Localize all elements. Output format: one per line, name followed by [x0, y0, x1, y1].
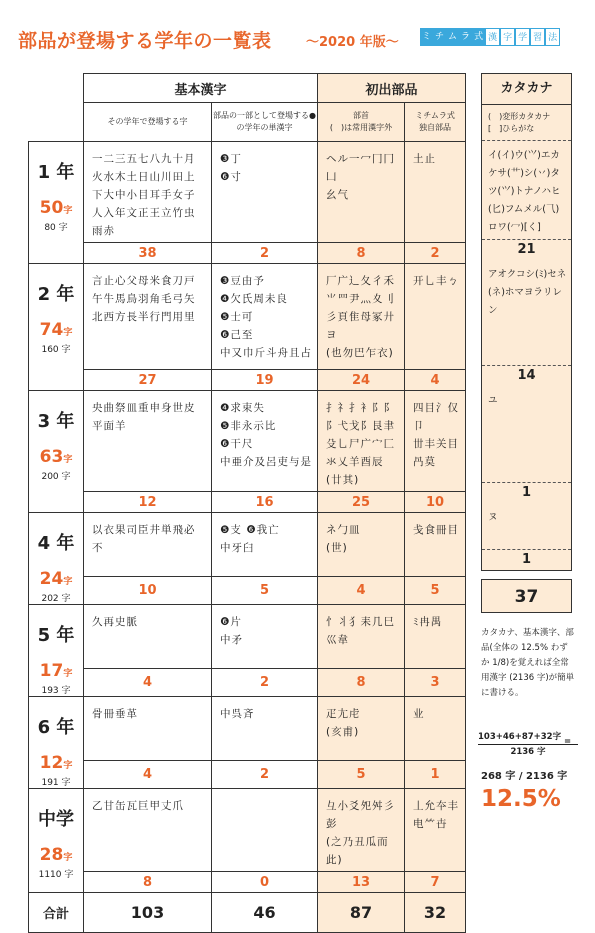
grade-count — [29, 198, 83, 218]
grade-cumulative: 160 字 — [41, 345, 71, 355]
grade-label — [29, 697, 84, 789]
brand-char: 字 — [500, 28, 515, 46]
count-custom: 4 — [405, 370, 466, 391]
brand-char: 法 — [545, 28, 560, 46]
note-text: カタカナ、基本漢字、部品(全体の 12.5% わずか 1/8)を覚えれば全常用漢字 (2136 字)が簡単に書ける。 — [481, 628, 575, 698]
grade-count-unit: 字 — [63, 328, 73, 338]
grade-label — [29, 789, 84, 893]
ratio-result: 12.5% — [481, 786, 561, 812]
kanji-part-list: ❸豆由予 ❹欠氏周未良 ❺士可 ❻己至 中又巾斤斗舟且占 — [212, 264, 318, 370]
kanji-part-list: 中呉斉 — [212, 697, 318, 761]
kanji-list: 言止心父母米食刀戸午牛馬鳥羽角毛弓矢北西方長半行門用里 — [84, 264, 212, 370]
count-radical: 24 — [318, 370, 405, 391]
kanji-list: 以衣果司臣井単飛必不 — [84, 513, 212, 577]
page-subtitle: ～2020 年版～ — [306, 35, 399, 50]
grade-name: 6 年 — [37, 717, 75, 738]
count-kihon: 12 — [84, 492, 212, 513]
katakana-column — [481, 73, 572, 613]
count-part: 2 — [212, 760, 318, 788]
grade-count — [29, 661, 83, 681]
count-custom: 7 — [405, 872, 466, 893]
grade-count-number: 12 — [39, 753, 64, 773]
total-label: 合計 — [29, 893, 84, 933]
count-kihon: 4 — [84, 760, 212, 788]
grade-count-unit: 字 — [63, 669, 73, 679]
grade-label — [29, 142, 84, 264]
count-radical: 4 — [318, 576, 405, 604]
grade-count — [29, 447, 83, 467]
grade-name: 3 年 — [37, 411, 75, 432]
grade-count-unit: 字 — [63, 577, 73, 587]
ratio-fraction — [478, 730, 578, 757]
katakana-box — [481, 73, 572, 571]
katakana-count: 14 — [482, 365, 571, 386]
katakana-count: 1 — [482, 482, 571, 503]
grade-name: 中学 — [38, 809, 74, 830]
brand-char: 式 — [472, 28, 485, 46]
grade-label — [29, 605, 84, 697]
katakana-list: ユ — [488, 395, 498, 406]
katakana-count: 1 — [482, 549, 571, 570]
grade-cumulative: 1110 字 — [38, 870, 74, 880]
custom-part-list: 丄允夲丰 电⺮卋 — [405, 789, 466, 872]
brand-char: ム — [446, 28, 459, 46]
katakana-count: 21 — [482, 239, 571, 260]
count-custom: 10 — [405, 492, 466, 513]
custom-part-list: 四目氵仅卩 丗丰关目 冎莫 — [405, 391, 466, 492]
katakana-list: アオクコシ(ﾐ)セネ(ネ)ホマヨラリレン — [488, 269, 567, 316]
count-custom: 5 — [405, 576, 466, 604]
brand-char: 漢 — [485, 28, 500, 46]
count-kihon: 38 — [84, 243, 212, 264]
grade-name: 2 年 — [37, 284, 75, 305]
count-custom: 1 — [405, 760, 466, 788]
grade-label — [29, 513, 84, 605]
count-radical: 8 — [318, 668, 405, 696]
custom-part-list: 土止 — [405, 142, 466, 243]
grade-cumulative: 80 字 — [44, 223, 68, 233]
radical-list: ヘル一冖冂冂凵 幺气 — [318, 142, 405, 243]
equals-sign: = — [564, 737, 572, 747]
custom-part-list: 戋食冊目 — [405, 513, 466, 577]
custom-part-list: ﾐ冉禺 — [405, 605, 466, 669]
total-custom: 32 — [405, 893, 466, 933]
kanji-list: 久再史脈 — [84, 605, 212, 669]
total-radical: 87 — [318, 893, 405, 933]
count-radical: 8 — [318, 243, 405, 264]
custom-part-list: 业 — [405, 697, 466, 761]
grade-count — [29, 845, 83, 865]
grade-label — [29, 264, 84, 391]
grade-count-unit: 字 — [63, 455, 73, 465]
grade-count-unit: 字 — [63, 853, 73, 863]
subheader-1: その学年で登場する字 — [84, 103, 212, 142]
ratio-line: 268 字 / 2136 字 — [481, 771, 568, 782]
count-part: 2 — [212, 243, 318, 264]
custom-part-list: 开乚丰ㄅ — [405, 264, 466, 370]
subheader-2: 部品の一部として登場する●の学年の単漢字 — [212, 103, 318, 142]
count-part: 19 — [212, 370, 318, 391]
grade-count-number: 50 — [39, 198, 64, 218]
brand-logo — [420, 28, 560, 46]
count-radical: 25 — [318, 492, 405, 513]
kanji-part-list — [212, 789, 318, 872]
count-kihon: 4 — [84, 668, 212, 696]
katakana-header: カタカナ — [482, 74, 571, 105]
katakana-subheader: ( )変形カタカナ [ ]ひらがな — [482, 105, 571, 141]
ratio-numerator: 103+46+87+32字 — [478, 730, 578, 745]
grade-table — [28, 73, 466, 933]
ratio-denominator: 2136 字 — [510, 747, 546, 757]
grade-count-number: 74 — [39, 320, 64, 340]
grade-count-number: 17 — [39, 661, 64, 681]
grade-count-number: 63 — [39, 447, 64, 467]
count-part: 2 — [212, 668, 318, 696]
grade-count-number: 24 — [39, 569, 64, 589]
brand-char: ミ — [420, 28, 433, 46]
count-radical: 13 — [318, 872, 405, 893]
grade-name: 5 年 — [37, 625, 75, 646]
count-part: 16 — [212, 492, 318, 513]
katakana-total: 37 — [481, 579, 572, 613]
grade-count — [29, 569, 83, 589]
count-kihon: 8 — [84, 872, 212, 893]
kanji-list: 乙甘缶瓦巨甲丈爪 — [84, 789, 212, 872]
grade-count — [29, 320, 83, 340]
count-custom: 2 — [405, 243, 466, 264]
count-part: 5 — [212, 576, 318, 604]
grade-count — [29, 753, 83, 773]
grade-cumulative: 193 字 — [41, 686, 71, 696]
kanji-part-list: ❺支 ❻我亡 中牙臼 — [212, 513, 318, 577]
kanji-part-list: ❹求束失 ❺非永示比 ❻干尺 中亜介及呂吏与是 — [212, 391, 318, 492]
kanji-list: 骨冊垂革 — [84, 697, 212, 761]
header-shoshutsu: 初出部品 — [318, 74, 466, 103]
kanji-part-list: ❻片 中矛 — [212, 605, 318, 669]
total-kihon: 103 — [84, 893, 212, 933]
grade-count-number: 28 — [39, 845, 64, 865]
grade-name: 4 年 — [37, 533, 75, 554]
subheader-3: 部首 ( )は常用漢字外 — [318, 103, 405, 142]
kanji-part-list: ❸丁 ❻寸 — [212, 142, 318, 243]
radical-list: 彑小爻夗舛彡彭 (之乃丑瓜而此) — [318, 789, 405, 872]
katakana-list: イ(イ)ウ(⺍)エカケサ(艹)シ(丷)タツ(⺍)トナノハヒ(匕)フムメル(⺄)ロワ(⼍)[く] — [488, 150, 561, 233]
count-radical: 5 — [318, 760, 405, 788]
count-part: 0 — [212, 872, 318, 893]
grade-cumulative: 200 字 — [41, 472, 71, 482]
brand-char: 学 — [515, 28, 530, 46]
page-title: 部品が登場する学年の一覧表 — [18, 30, 272, 52]
grade-count-unit: 字 — [63, 206, 73, 216]
corner-cell — [29, 74, 84, 142]
radical-list: 忄丬犭耒几巳 巛韋 — [318, 605, 405, 669]
subheader-4: ミチムラ式 独自部品 — [405, 103, 466, 142]
grade-label — [29, 391, 84, 513]
grade-cumulative: 191 字 — [41, 778, 71, 788]
brand-char: ラ — [459, 28, 472, 46]
count-kihon: 10 — [84, 576, 212, 604]
count-custom: 3 — [405, 668, 466, 696]
grade-name: 1 年 — [37, 162, 75, 183]
radical-list: 厂广辶夂彳禾 ⺌罒尹灬夊刂 彡頁隹母冢廾 ヨ (也勿巴乍衣) — [318, 264, 405, 370]
radical-list: 疋尢虍 (亥甫) — [318, 697, 405, 761]
grade-count-unit: 字 — [63, 761, 73, 771]
brand-char: チ — [433, 28, 446, 46]
radical-list: ネ勹皿 (世) — [318, 513, 405, 577]
kanji-list: 一二三五七八九十月火水木土日山川田上下大中小目耳手女子人入年文正王立竹虫雨赤 — [84, 142, 212, 243]
brand-char: 習 — [530, 28, 545, 46]
kanji-list: 央曲祭皿重申身世皮平面羊 — [84, 391, 212, 492]
header-kihon: 基本漢字 — [84, 74, 318, 103]
radical-list: 扌礻扌衤阝阝 阝弋戈阝艮聿 殳乚尸广宀匚 氺乂羊酉辰 (廿其) — [318, 391, 405, 492]
count-kihon: 27 — [84, 370, 212, 391]
grade-cumulative: 202 字 — [41, 594, 71, 604]
katakana-list: ヌ — [488, 512, 498, 523]
total-part: 46 — [212, 893, 318, 933]
